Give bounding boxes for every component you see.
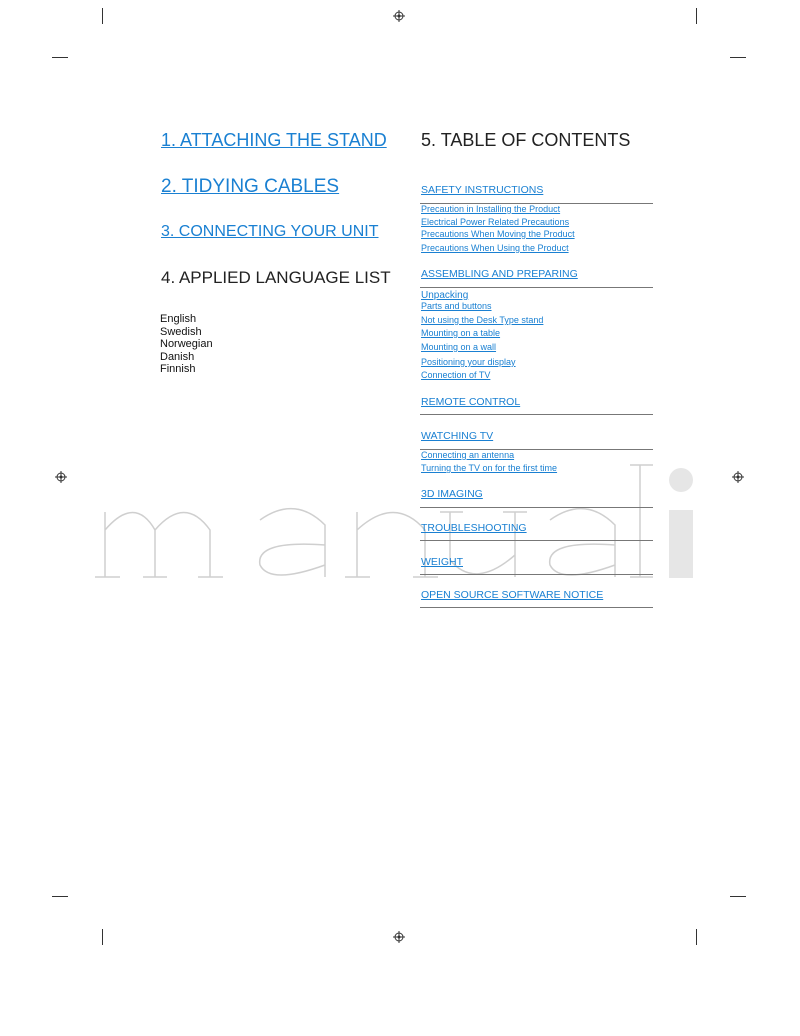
- toc-sublink[interactable]: Parts and buttons: [421, 301, 492, 311]
- toc-sublink[interactable]: Precaution in Installing the Product: [421, 204, 561, 214]
- language-item: Danish: [160, 350, 195, 363]
- toc-sublink[interactable]: Not using the Desk Type stand: [421, 315, 544, 325]
- divider: [420, 287, 653, 288]
- crop-mark: [730, 896, 746, 897]
- toc-sublink[interactable]: Precautions When Moving the Product: [421, 229, 575, 239]
- section-link-attaching-stand[interactable]: 1. ATTACHING THE STAND: [161, 130, 387, 150]
- language-item: Swedish: [160, 325, 202, 338]
- toc-link-weight[interactable]: WEIGHT: [421, 556, 463, 568]
- toc-sublink[interactable]: Connection of TV: [421, 370, 491, 380]
- divider: [420, 414, 653, 415]
- crop-mark: [696, 929, 697, 945]
- crop-mark: [730, 57, 746, 58]
- toc-sublink[interactable]: Electrical Power Related Precautions: [421, 217, 570, 227]
- section-link-tidying-cables[interactable]: 2. TIDYING CABLES: [161, 176, 340, 197]
- language-item: Finnish: [160, 363, 196, 375]
- registration-mark-icon: [55, 471, 67, 483]
- toc-link-remote-control[interactable]: REMOTE CONTROL: [421, 396, 521, 408]
- toc-link-assembling[interactable]: ASSEMBLING AND PREPARING: [421, 268, 578, 280]
- section-link-connecting-unit[interactable]: 3. CONNECTING YOUR UNIT: [161, 223, 379, 240]
- toc-sublink[interactable]: Positioning your display: [421, 357, 516, 367]
- language-list: [160, 313, 213, 376]
- toc-sublink[interactable]: Mounting on a wall: [421, 342, 497, 352]
- section-heading-language-list: 4. APPLIED LANGUAGE LIST: [161, 268, 391, 287]
- toc-sublink[interactable]: Connecting an antenna: [421, 450, 515, 460]
- toc-link-safety-instructions[interactable]: SAFETY INSTRUCTIONS: [421, 184, 544, 196]
- crop-mark: [102, 8, 103, 24]
- divider: [420, 574, 653, 575]
- divider: [420, 540, 653, 541]
- toc-title: 5. TABLE OF CONTENTS: [421, 130, 631, 150]
- toc-link-open-source[interactable]: OPEN SOURCE SOFTWARE NOTICE: [421, 589, 604, 601]
- crop-mark: [102, 929, 103, 945]
- crop-mark: [52, 896, 68, 897]
- toc-sublink[interactable]: Mounting on a table: [421, 328, 501, 338]
- language-item: English: [160, 313, 197, 325]
- toc-sublink[interactable]: Precautions When Using the Product: [421, 243, 569, 253]
- toc-sublink[interactable]: Unpacking: [421, 290, 469, 301]
- toc-link-watching-tv[interactable]: WATCHING TV: [421, 430, 494, 442]
- divider: [420, 607, 653, 608]
- toc-link-troubleshooting[interactable]: TROUBLESHOOTING: [421, 522, 527, 534]
- language-item: Norwegian: [160, 338, 213, 350]
- watermark-logo: [95, 450, 715, 585]
- crop-mark: [696, 8, 697, 24]
- registration-mark-icon: [393, 10, 405, 22]
- toc-link-3d-imaging[interactable]: 3D IMAGING: [421, 488, 483, 500]
- toc-sublink[interactable]: Turning the TV on for the first time: [421, 463, 558, 473]
- registration-mark-icon: [732, 471, 744, 483]
- registration-mark-icon: [393, 931, 405, 943]
- divider: [420, 507, 653, 508]
- crop-mark: [52, 57, 68, 58]
